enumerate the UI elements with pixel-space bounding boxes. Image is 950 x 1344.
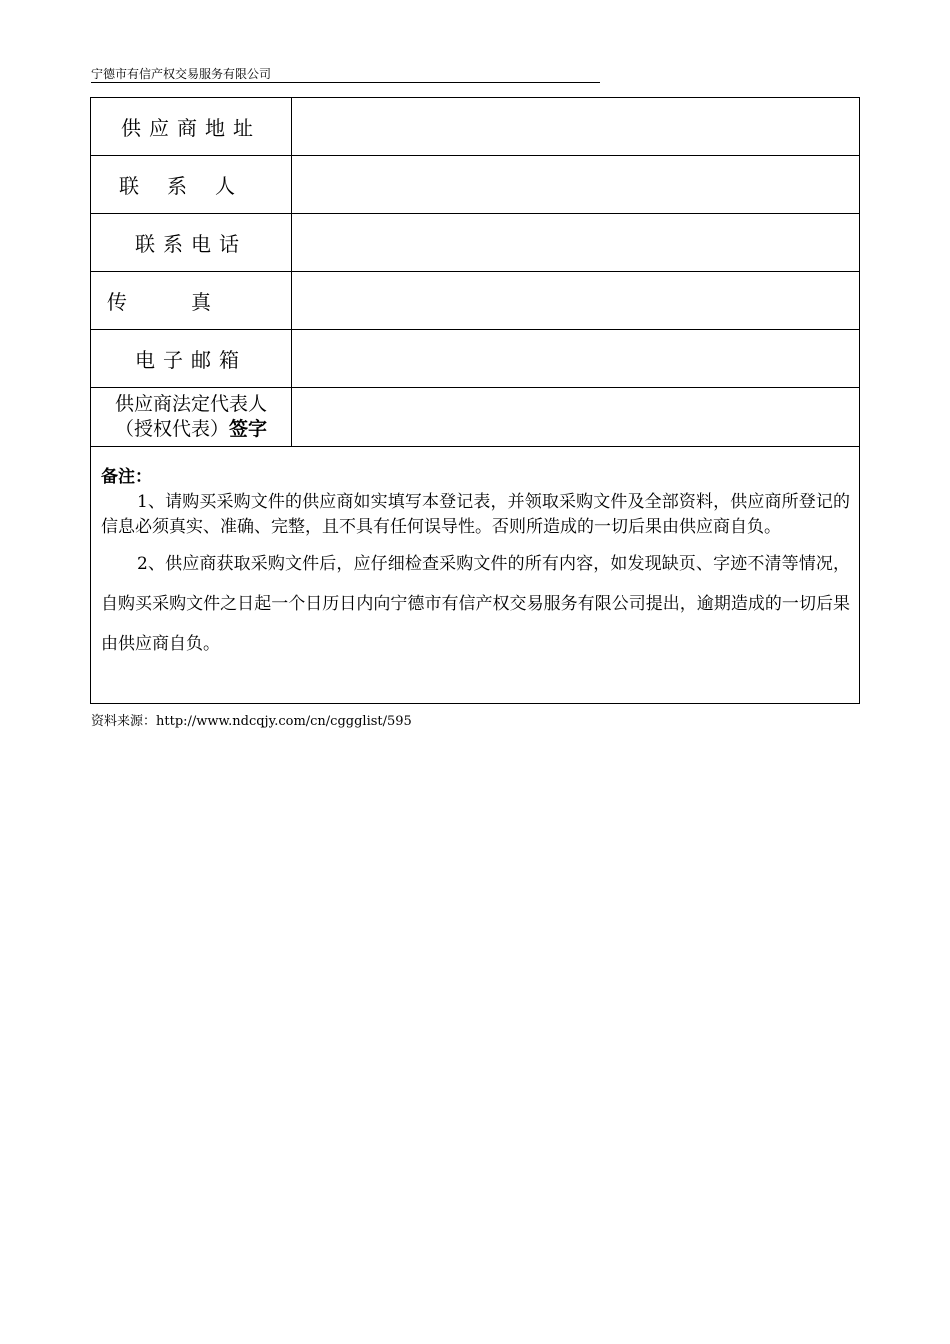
signature-label-line1: 供应商法定代表人 (114, 393, 267, 415)
email-field[interactable] (292, 330, 860, 388)
signature-field[interactable] (292, 388, 860, 447)
form-row-signature (91, 388, 860, 447)
phone-label: 联系电话 (91, 214, 292, 272)
signature-label (91, 388, 292, 447)
form-row-contact (91, 156, 860, 214)
signature-label-line2 (91, 417, 291, 442)
supplier-registration-table (90, 97, 860, 704)
email-label: 电子邮箱 (91, 330, 292, 388)
notes-title: 备注： (101, 467, 152, 487)
address-label: 供应商地址 (91, 98, 292, 156)
form-row-address (91, 98, 860, 156)
document-header: 宁德市有信产权交易服务有限公司 (91, 66, 600, 83)
fax-label: 传真 (91, 272, 292, 330)
fax-field[interactable] (292, 272, 860, 330)
phone-field[interactable] (292, 214, 860, 272)
source-note: 资料来源：http://www.ndcqjy.com/cn/cggglist/595 (91, 714, 412, 729)
contact-person-label: 联系人 (91, 156, 292, 214)
notes-item-1: 1、请购买采购文件的供应商如实填写本登记表，并领取采购文件及全部资料，供应商所登记的信息必须真实、准确、完整，且不具有任何误导性。否则所造成的一切后果由供应商自负。 (101, 492, 850, 537)
notes-cell (91, 447, 860, 704)
form-row-fax (91, 272, 860, 330)
contact-person-field[interactable] (292, 156, 860, 214)
form-row-phone (91, 214, 860, 272)
signature-label-prefix: （授权代表） (114, 418, 229, 440)
signature-label-bold: 签字 (229, 418, 268, 440)
notes-item-2: 2、供应商获取采购文件后，应仔细检查采购文件的所有内容，如发现缺页、字迹不清等情况，自购买采购文件之日起一个日历日内向宁德市有信产权交易服务有限公司提出，逾期造成的一切后果由供应商自负。 (101, 554, 850, 654)
notes-row (91, 447, 860, 704)
address-field[interactable] (292, 98, 860, 156)
form-row-email (91, 330, 860, 388)
